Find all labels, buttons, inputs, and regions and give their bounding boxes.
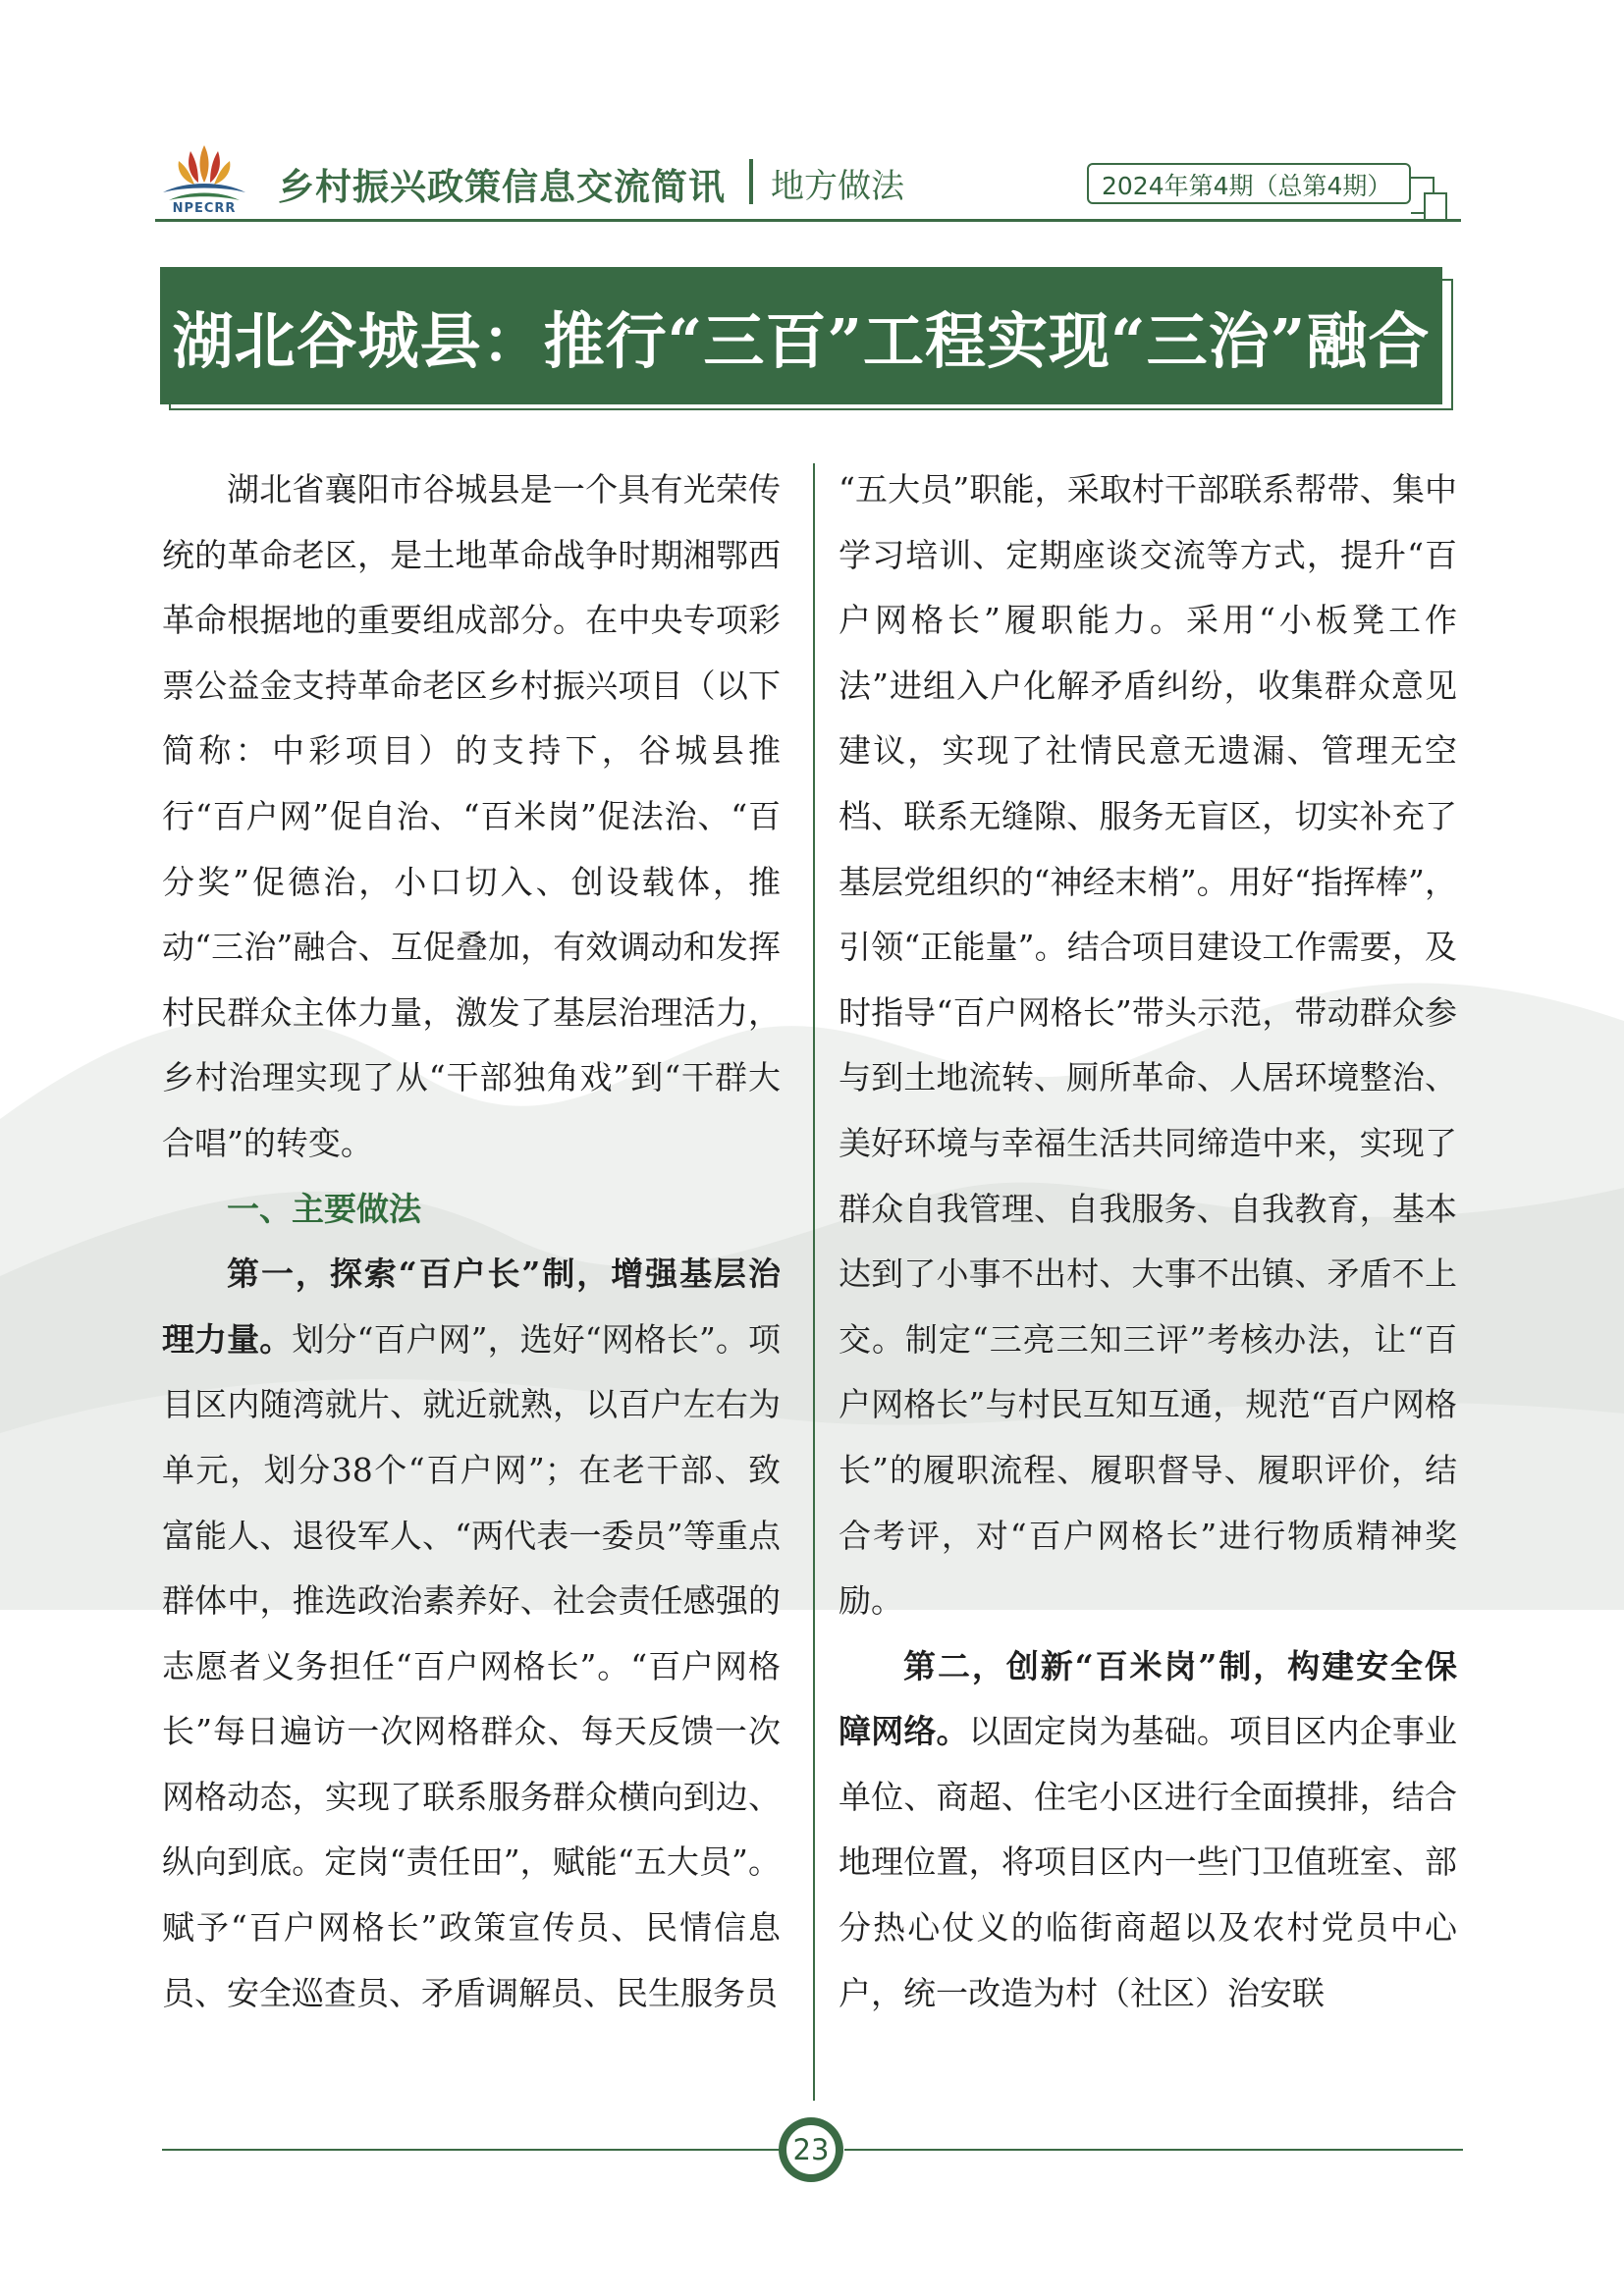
right-column — [839, 457, 1457, 2026]
section-label: 地方做法 — [771, 167, 904, 206]
page-number-badge — [779, 2117, 843, 2182]
logo-text: NPECRR — [172, 201, 237, 216]
page-number: 23 — [785, 2123, 838, 2176]
page-header — [0, 0, 1624, 236]
title-separator — [749, 159, 753, 204]
paragraph-body: 划分“百户网”，选好“网格长”。项目区内随湾就片、就近就熟，以百户左右为单元，划分38个“百户网”；在老干部、致富能人、退役军人、“两代表一委员”等重点群体中，推选政治素养好、社会责任感强的志愿者义务担任“百户网格长”。“百户网格长”每日遍访一次网格群众、每天反馈一次网格动态，实现了联系服务群众横向到边、纵向到底。定岗“责任田”，赋能“五大员”。赋予“百户网格长”政策宣传员、民情信息员、安全巡查员、矛盾调解员、民生服务员 — [162, 1319, 782, 2012]
intro-paragraph: 湖北省襄阳市谷城县是一个具有光荣传统的革命老区，是土地革命战争时期湘鄂西革命根据地的重要组成部分。在中央专项彩票公益金支持革命老区乡村振兴项目（以下简称：中彩项目）的支持下，谷城县推行“百户网”促自治、“百米岗”促法治、“百分奖”促德治，小口切入、创设载体，推动“三治”融合、互促叠加，有效调动和发挥村民群众主体力量，激发了基层治理活力，乡村治理实现了从“干部独角戏”到“干群大合唱”的转变。 — [162, 470, 781, 1162]
left-column — [162, 457, 781, 2026]
paragraph-first-measure — [162, 1242, 781, 2026]
issue-number: 2024年第4期（总第4期） — [1102, 172, 1392, 200]
footer-rule-left — [162, 2149, 781, 2151]
article-title: 湖北谷城县：推行“三百”工程实现“三治”融合 — [172, 304, 1431, 377]
paragraph-lead: 第一，探索“百户长”制，增强基层治理力量。 — [162, 1255, 781, 1359]
continued-paragraph: “五大员”职能，采取村干部联系帮带、集中学习培训、定期座谈交流等方式，提升“百户网格长”履职能力。采用“小板凳工作法”进组入户化解矛盾纠纷，收集群众意见建议，实现了社情民意无遗漏、管理无空档、联系无缝隙、服务无盲区，切实补充了基层党组织的“神经末梢”。用好“指挥棒”，引领“正能量”。结合项目建设工作需要，及时指导“百户网格长”带头示范，带动群众参与到土地流转、厕所革命、人居环境整治、美好环境与幸福生活共同缔造中来，实现了群众自我管理、自我服务、自我教育，基本达到了小事不出村、大事不出镇、矛盾不上交。制定“三亮三知三评”考核办法，让“百户网格长”与村民互知互通，规范“百户网格长”的履职流程、履职督导、履职评价，结合考评，对“百户网格长”进行物质精神奖励。 — [839, 470, 1457, 1621]
column-divider — [813, 463, 815, 2101]
paragraph-second-measure — [839, 1634, 1457, 2027]
paragraph-body: 以固定岗为基础。项目区内企事业单位、商超、住宅小区进行全面摸排，结合地理位置，将项目区内一些门卫值班室、部分热心仗义的临街商超以及农村党员中心户，统一改造为村（社区）治安联 — [839, 1712, 1458, 2012]
title-banner — [160, 267, 1442, 404]
issue-box-decoration-inner — [1424, 192, 1447, 222]
section-heading: 一、主要做法 — [227, 1189, 421, 1228]
publication-title: 乡村振兴政策信息交流简讯 — [278, 166, 726, 208]
header-rule — [155, 219, 1461, 222]
footer-rule-right — [844, 2149, 1463, 2151]
paragraph-lead: 第二，创新“百米岗”制，构建安全保障网络。 — [839, 1646, 1457, 1751]
